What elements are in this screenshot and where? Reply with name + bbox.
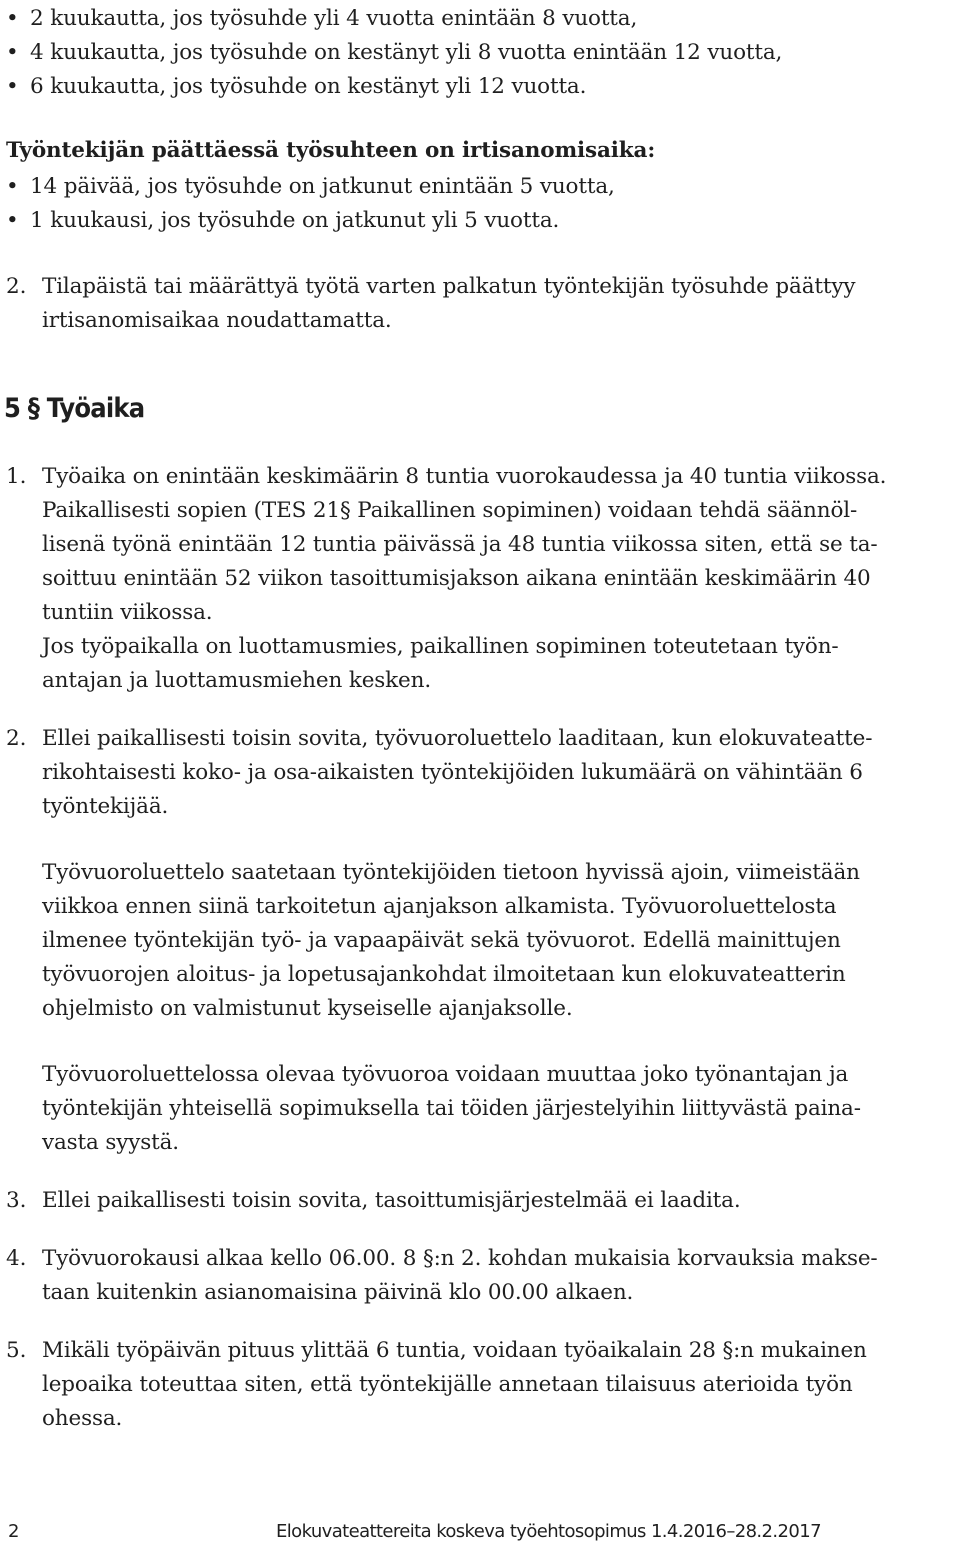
list-item: 6 kuukautta, jos työsuhde on kestänyt yli 12 vuotta.: [30, 74, 587, 99]
employee-notice-heading: Työntekijän päättäessä työsuhteen on irtisanomisaika:: [6, 138, 656, 163]
bullet-icon: •: [6, 40, 19, 65]
paragraph-line: taan kuitenkin asianomaisina päivinä klo 00.00 alkaen.: [42, 1280, 634, 1305]
paragraph-number: 5.: [6, 1338, 27, 1363]
paragraph-line: viikkoa ennen siinä tarkoitetun ajanjakson alkamista. Työvuoroluettelosta: [42, 894, 837, 919]
paragraph-line: työntekijää.: [42, 794, 169, 819]
list-item: 14 päivää, jos työsuhde on jatkunut enintään 5 vuotta,: [30, 174, 615, 199]
paragraph-number: 1.: [6, 464, 27, 489]
paragraph-line: rikohtaisesti koko- ja osa-aikaisten työntekijöiden lukumäärä on vähintään 6: [42, 760, 863, 785]
paragraph-number: 3.: [6, 1188, 27, 1213]
paragraph-number: 4.: [6, 1246, 27, 1271]
paragraph-line: Jos työpaikalla on luottamusmies, paikallinen sopiminen toteutetaan työn-: [42, 634, 839, 659]
paragraph-line: antajan ja luottamusmiehen kesken.: [42, 668, 431, 693]
paragraph-line: Työvuoroluettelo saatetaan työntekijöiden tietoon hyvissä ajoin, viimeistään: [42, 860, 860, 885]
paragraph-number: 2.: [6, 726, 27, 751]
bullet-icon: •: [6, 6, 19, 31]
paragraph-line: lisenä työnä enintään 12 tuntia päivässä ja 48 tuntia viikossa siten, että se ta-: [42, 532, 878, 557]
paragraph-line: Ellei paikallisesti toisin sovita, tasoittumisjärjestelmää ei laadita.: [42, 1188, 741, 1213]
paragraph-line: ohjelmisto on valmistunut kyseiselle ajanjaksolle.: [42, 996, 573, 1021]
paragraph-line: Ellei paikallisesti toisin sovita, työvuoroluettelo laaditaan, kun elokuvateatte-: [42, 726, 873, 751]
paragraph-line: irtisanomisaikaa noudattamatta.: [42, 308, 392, 333]
paragraph-line: tuntiin viikossa.: [42, 600, 213, 625]
paragraph-number: 2.: [6, 274, 27, 299]
paragraph-line: Työaika on enintään keskimäärin 8 tuntia vuorokaudessa ja 40 tuntia viikossa.: [42, 464, 887, 489]
paragraph-line: lepoaika toteuttaa siten, että työntekijälle annetaan tilaisuus aterioida työn: [42, 1372, 853, 1397]
page-number: 2: [8, 1521, 19, 1542]
bullet-icon: •: [6, 174, 19, 199]
paragraph-line: Työvuoroluettelossa olevaa työvuoroa voidaan muuttaa joko työnantajan ja: [42, 1062, 849, 1087]
paragraph-line: Työvuorokausi alkaa kello 06.00. 8 §:n 2. kohdan mukaisia korvauksia makse-: [42, 1246, 878, 1271]
paragraph-line: ohessa.: [42, 1406, 123, 1431]
list-item: 2 kuukautta, jos työsuhde yli 4 vuotta enintään 8 vuotta,: [30, 6, 638, 31]
bullet-icon: •: [6, 208, 19, 233]
list-item: 4 kuukautta, jos työsuhde on kestänyt yli 8 vuotta enintään 12 vuotta,: [30, 40, 783, 65]
paragraph-line: soittuu enintään 52 viikon tasoittumisjakson aikana enintään keskimäärin 40: [42, 566, 871, 591]
section-heading: 5 § Työaika: [4, 393, 145, 424]
paragraph-line: vasta syystä.: [42, 1130, 179, 1155]
paragraph-line: ilmenee työntekijän työ- ja vapaapäivät sekä työvuorot. Edellä mainittujen: [42, 928, 841, 953]
paragraph-line: Paikallisesti sopien (TES 21§ Paikallinen sopiminen) voidaan tehdä säännöl-: [42, 498, 858, 523]
list-item: 1 kuukausi, jos työsuhde on jatkunut yli 5 vuotta.: [30, 208, 560, 233]
paragraph-line: Tilapäistä tai määrättyä työtä varten palkatun työntekijän työsuhde päättyy: [42, 274, 856, 299]
paragraph-line: työntekijän yhteisellä sopimuksella tai töiden järjestelyihin liittyvästä paina-: [42, 1096, 861, 1121]
bullet-icon: •: [6, 74, 19, 99]
paragraph-line: työvuorojen aloitus- ja lopetusajankohdat ilmoitetaan kun elokuvateatterin: [42, 962, 846, 987]
paragraph-line: Mikäli työpäivän pituus ylittää 6 tuntia, voidaan työaikalain 28 §:n mukainen: [42, 1338, 867, 1363]
footer-title: Elokuvateattereita koskeva työehtosopimus 1.4.2016–28.2.2017: [276, 1521, 821, 1542]
